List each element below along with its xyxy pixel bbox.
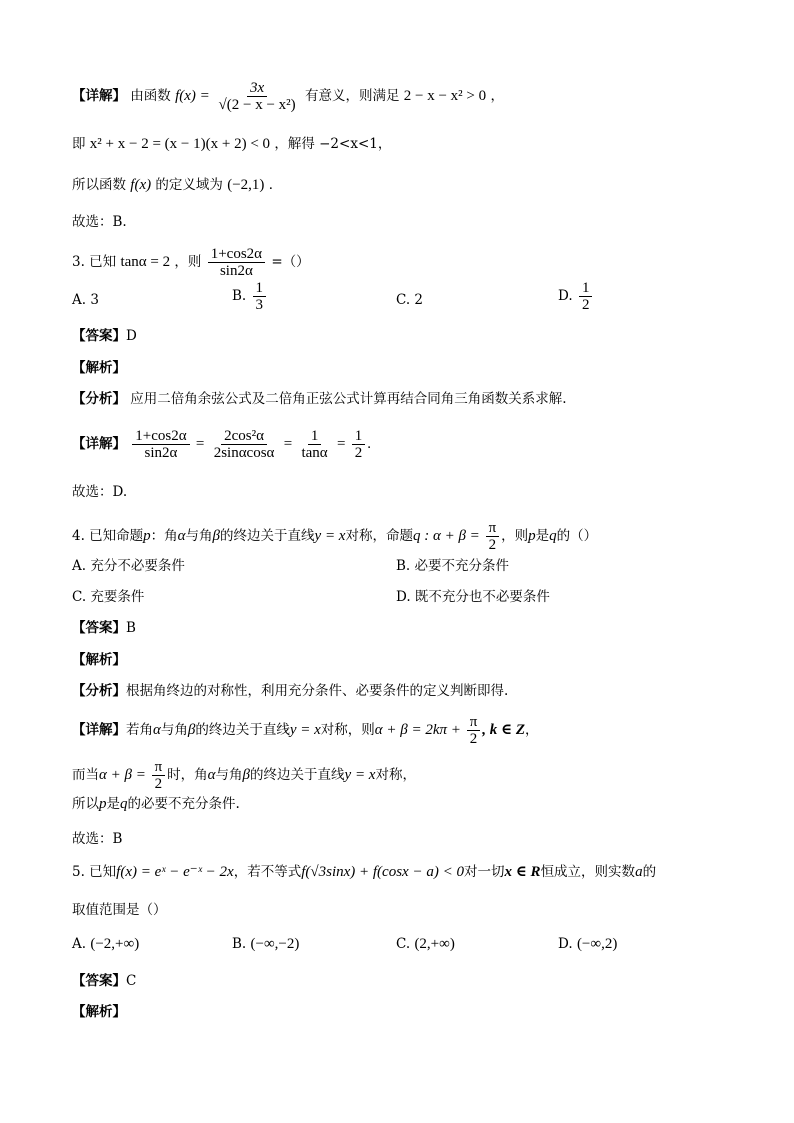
detail-line-1 — [72, 80, 504, 113]
q3-option-b: B. $\frac{1}{3}$ — [232, 280, 268, 313]
detail-tag: 【详解】 — [72, 436, 126, 452]
q4-detail-1: 【详解】若角α与角β的终边关于直线y = x对称，则α + β = 2kπ + $\frac{\pi}{2}$ , k ∈ Z， — [72, 714, 539, 747]
q5-option-b: B. (−∞,−2) — [232, 936, 300, 952]
detail-line-3 — [72, 175, 282, 195]
text: =（） — [271, 254, 310, 270]
q3-analyze — [72, 389, 567, 409]
question-3-stem — [72, 246, 310, 279]
fraction: $\frac{3x}{\text{√(2 − x − x²)}}$ — [218, 80, 296, 113]
text: ，则 — [174, 254, 202, 270]
q5-option-a: A. (−2,+∞) — [72, 936, 140, 952]
text: 的定义域为 — [155, 177, 223, 193]
q4-analyze: 【分析】根据角终边的对称性，利用充分条件、必要条件的定义判断即得. — [72, 683, 509, 699]
text: 3. 已知 — [72, 254, 117, 270]
math: tanα = 2 — [120, 254, 171, 270]
math: (−2,1) — [227, 177, 265, 193]
q3-option-a: A. 3 — [72, 292, 99, 308]
q4-option-a: A. 充分不必要条件 — [72, 558, 185, 574]
q4-option-d: D. 既不充分也不必要条件 — [396, 589, 550, 605]
answer-value: D — [126, 328, 137, 344]
q4-option-b: B. 必要不充分条件 — [396, 558, 510, 574]
q5-option-c: C. (2,+∞) — [396, 936, 455, 952]
q4-option-c: C. 充要条件 — [72, 589, 145, 605]
q3-analysis-tag: 【解析】 — [72, 360, 126, 376]
question-5-stem: 5. 已知f(x) = eˣ − e⁻ˣ − 2x，若不等式f(√3sinx) + f(cosx − a) < 0对一切x ∈ R恒成立，则实数a的 — [72, 864, 657, 880]
q4-choose: 故选：B — [72, 831, 123, 847]
q3-option-c: C. 2 — [396, 292, 424, 308]
text: 有意义，则满足 — [304, 88, 400, 104]
text: 由函数 — [130, 88, 171, 104]
q3-choose: 故选：D. — [72, 484, 128, 500]
math: f(x) — [130, 177, 152, 193]
detail-line-2 — [72, 134, 391, 154]
q3-answer — [72, 326, 137, 346]
q3-option-d: D. $\frac{1}{2}$ — [558, 280, 594, 313]
math: 2 − x − x² > 0 — [403, 88, 487, 104]
math: f(x) = — [175, 88, 214, 104]
text: 所以函数 — [72, 177, 126, 193]
q3-detail: 【详解】 $\frac{1+\cos 2\alpha}{\sin 2\alpha}$ = $\frac{\text{2cos²α}}{2\sin\alpha\cos\alpha}$ = $\frac{1}{\tan\alpha}$ = $\frac{1}{2}$ . — [72, 428, 371, 461]
text: 即 — [72, 136, 86, 152]
text: 应用二倍角余弦公式及二倍角正弦公式计算再结合同角三角函数关系求解. — [130, 391, 567, 407]
q4-answer: 【答案】B — [72, 620, 136, 636]
analyze-tag: 【分析】 — [72, 391, 126, 407]
text: ， — [490, 88, 504, 104]
q4-detail-2: 而当α + β = $\frac{\pi}{2}$ 时，角α与角β的终边关于直线y = x对称， — [72, 759, 416, 792]
q4-detail-3: 所以p是q的必要不充分条件. — [72, 796, 240, 812]
detail-tag: 【详解】 — [72, 88, 126, 104]
question-4-stem: 4. 已知命题p：角α与角β的终边关于直线y = x对称，命题q : α + β = $\frac{\pi}{2}$ ，则p是q的（） — [72, 520, 598, 553]
q4-analysis-tag: 【解析】 — [72, 652, 126, 668]
answer-tag: 【答案】 — [72, 328, 126, 344]
q5-answer: 【答案】C — [72, 973, 137, 989]
question-5-stem-line-2: 取值范围是（） — [72, 902, 167, 918]
text: ． — [268, 177, 283, 193]
q5-analysis-tag: 【解析】 — [72, 1004, 126, 1020]
fraction: $\frac{1+\cos 2\alpha}{\sin 2\alpha}$ — [208, 246, 265, 279]
q5-option-d: D. (−∞,2) — [558, 936, 618, 952]
choose-line: 故选：B. — [72, 214, 127, 230]
math: x² + x − 2 = (x − 1)(x + 2) < 0 — [89, 136, 271, 152]
text: ，解得 −2<x<1， — [274, 136, 392, 152]
